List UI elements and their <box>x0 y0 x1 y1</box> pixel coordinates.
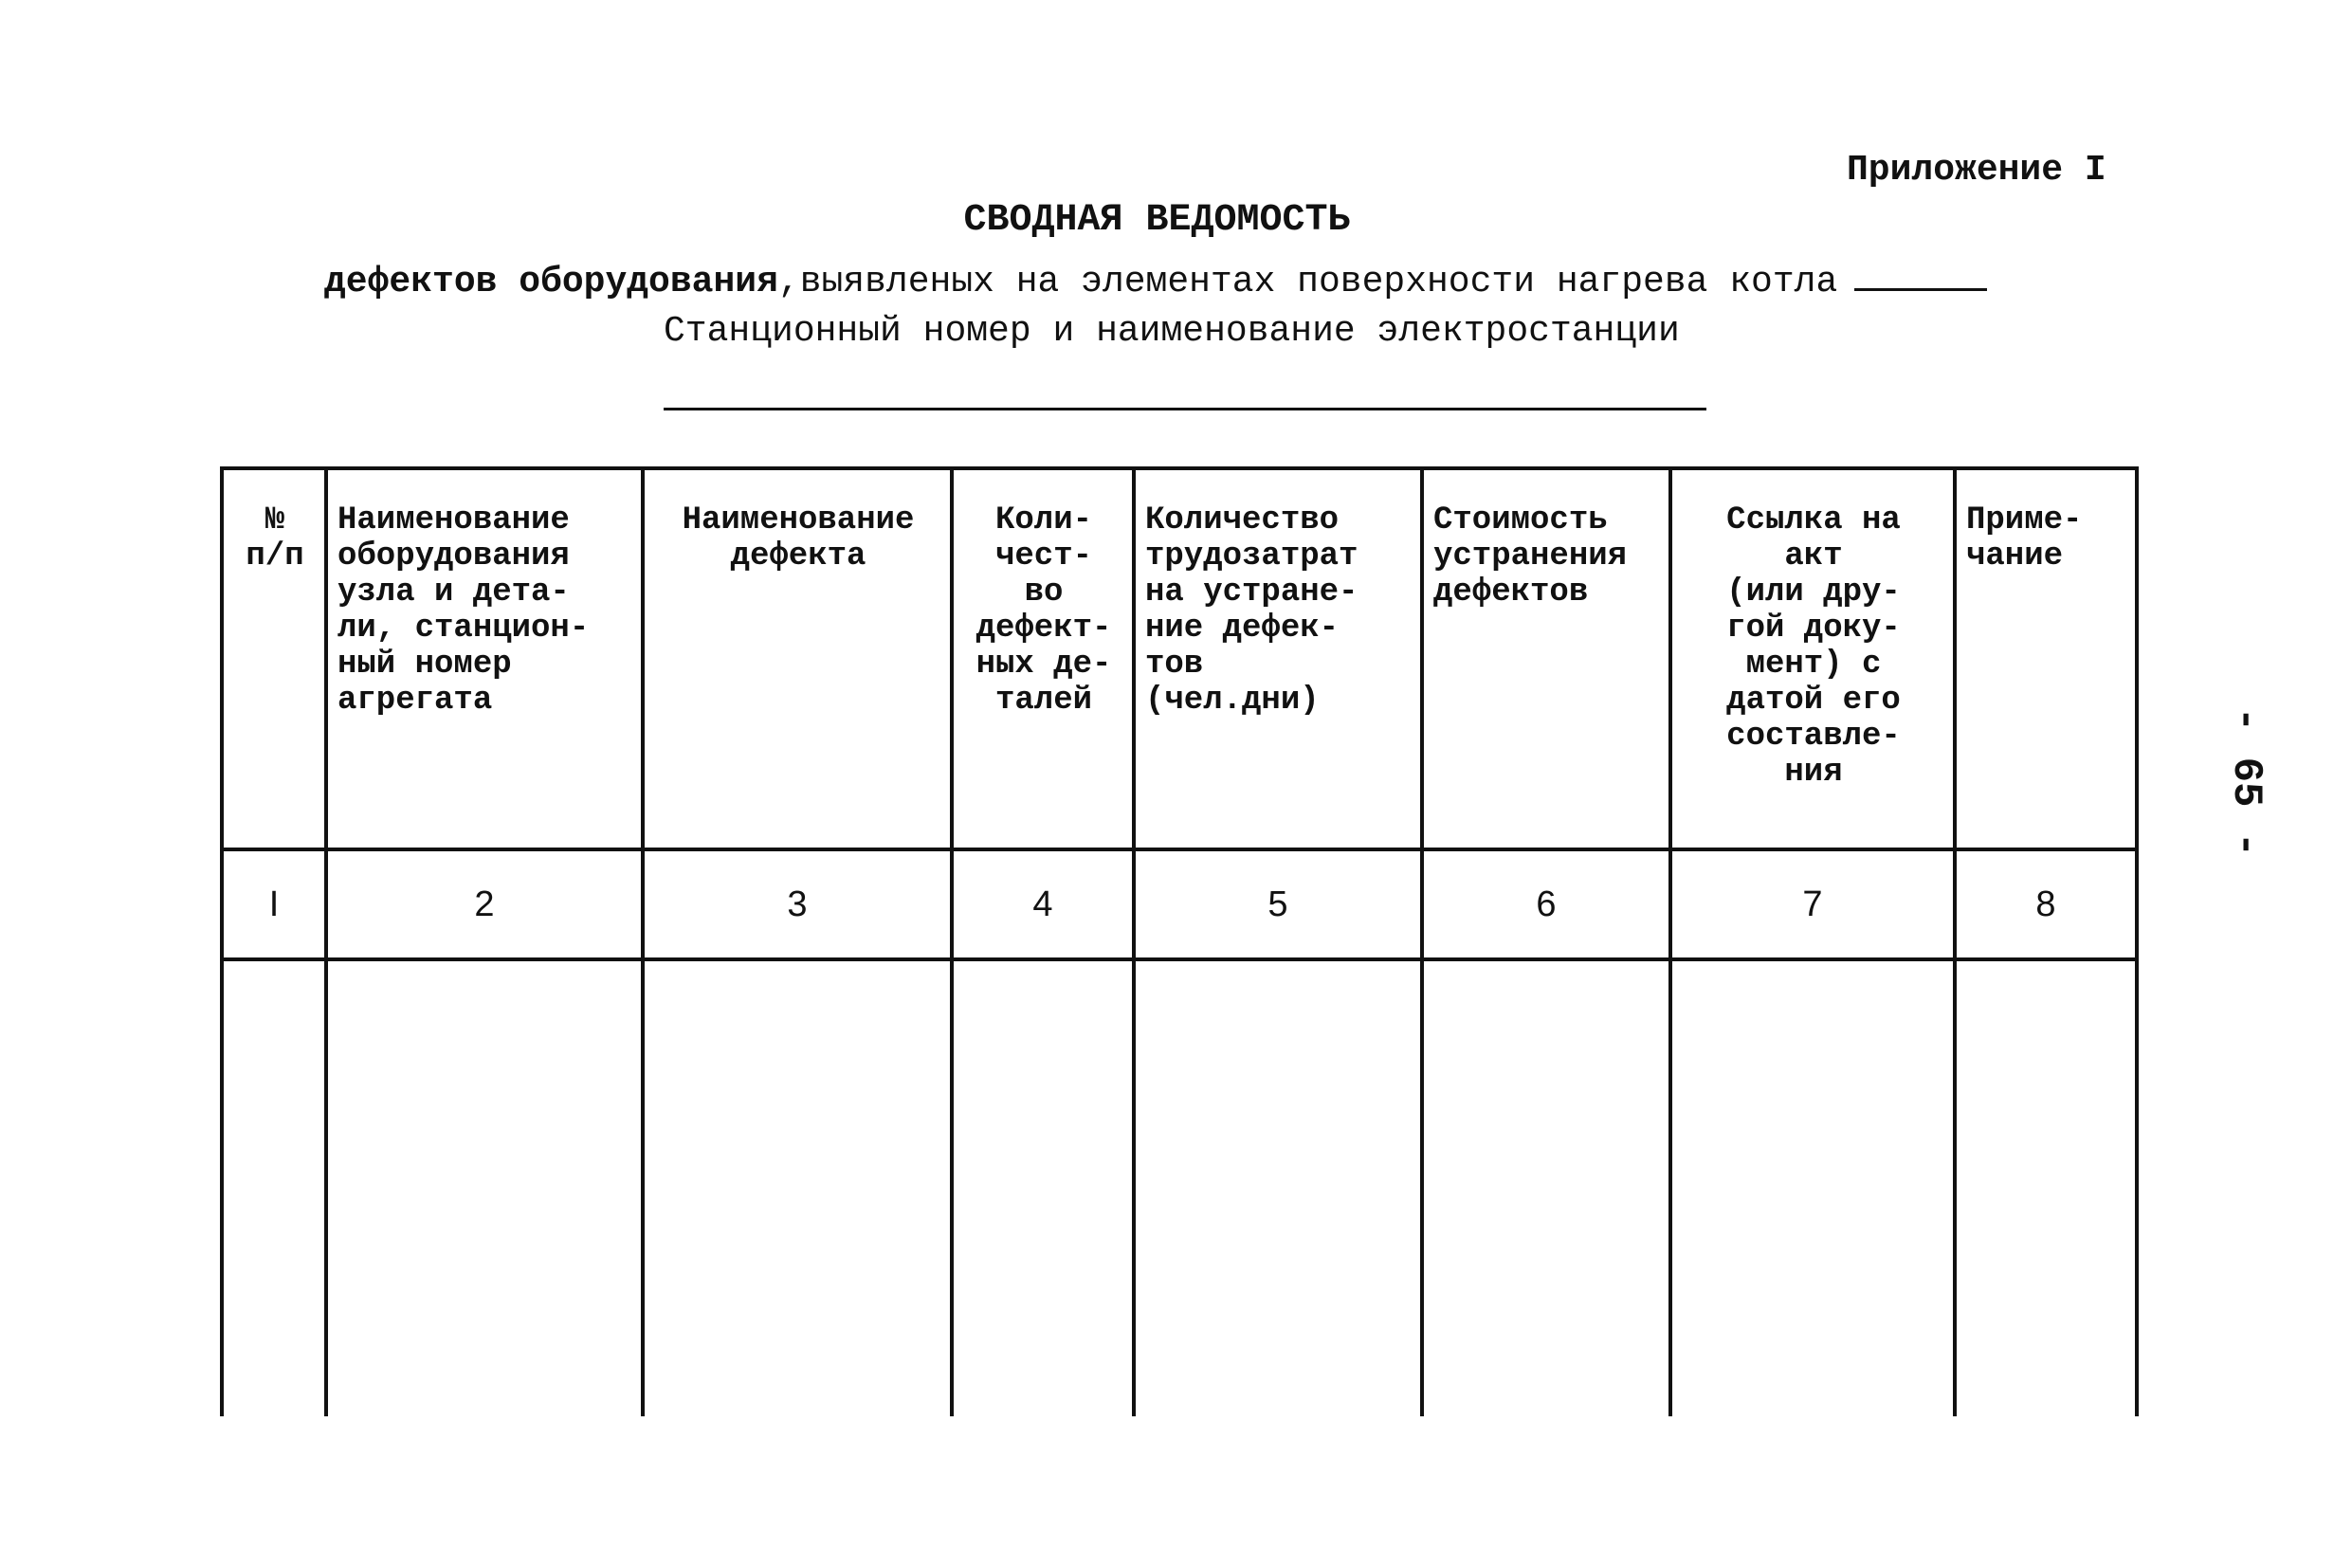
subtitle-bold-part: дефектов оборудования <box>324 262 778 302</box>
defects-table <box>220 466 2139 1416</box>
boiler-blank-line <box>1854 256 1987 291</box>
column-number-6: 6 <box>1422 849 1670 959</box>
column-number-4: 4 <box>952 849 1134 959</box>
header-cell-number: № п/п <box>222 468 326 849</box>
empty-cell <box>952 959 1134 1416</box>
column-number-5: 5 <box>1134 849 1422 959</box>
header-cell-labor: Количество трудозатрат на устране- ние дефек- тов (чел.дни) <box>1134 468 1422 849</box>
appendix-label: Приложение I <box>1847 150 2106 191</box>
station-caption: Станционный номер и наименование электростанции <box>664 311 1680 352</box>
page-number: - 65 - <box>2222 706 2270 858</box>
column-number-7: 7 <box>1670 849 1955 959</box>
empty-cell <box>222 959 326 1416</box>
empty-cell <box>1670 959 1955 1416</box>
empty-cell <box>1422 959 1670 1416</box>
header-cell-defect-name: Наименование дефекта <box>643 468 952 849</box>
table-header-row <box>222 468 2137 849</box>
document-subtitle <box>324 256 1987 302</box>
header-cell-defect-count: Коли- чест- во дефект- ных де- талей <box>952 468 1134 849</box>
document-title: СВОДНАЯ ВЕДОМОСТЬ <box>963 199 1351 242</box>
table-column-number-row <box>222 849 2137 959</box>
empty-cell <box>1955 959 2137 1416</box>
column-number-3: 3 <box>643 849 952 959</box>
column-number-1: I <box>222 849 326 959</box>
table-empty-body-row <box>222 959 2137 1416</box>
empty-cell <box>326 959 643 1416</box>
empty-cell <box>1134 959 1422 1416</box>
header-cell-act-reference: Ссылка на акт (или дру- гой доку- мент) с датой его составле- ния <box>1670 468 1955 849</box>
subtitle-rest-part: ,выявленых на элементах поверхности нагрева котла <box>777 262 1838 302</box>
header-cell-equipment: Наименование оборудования узла и дета- ли, станцион- ный номер агрегата <box>326 468 643 849</box>
column-number-2: 2 <box>326 849 643 959</box>
header-cell-cost: Стоимость устранения дефектов <box>1422 468 1670 849</box>
station-blank-line <box>664 408 1706 410</box>
column-number-8: 8 <box>1955 849 2137 959</box>
header-cell-note: Приме- чание <box>1955 468 2137 849</box>
empty-cell <box>643 959 952 1416</box>
